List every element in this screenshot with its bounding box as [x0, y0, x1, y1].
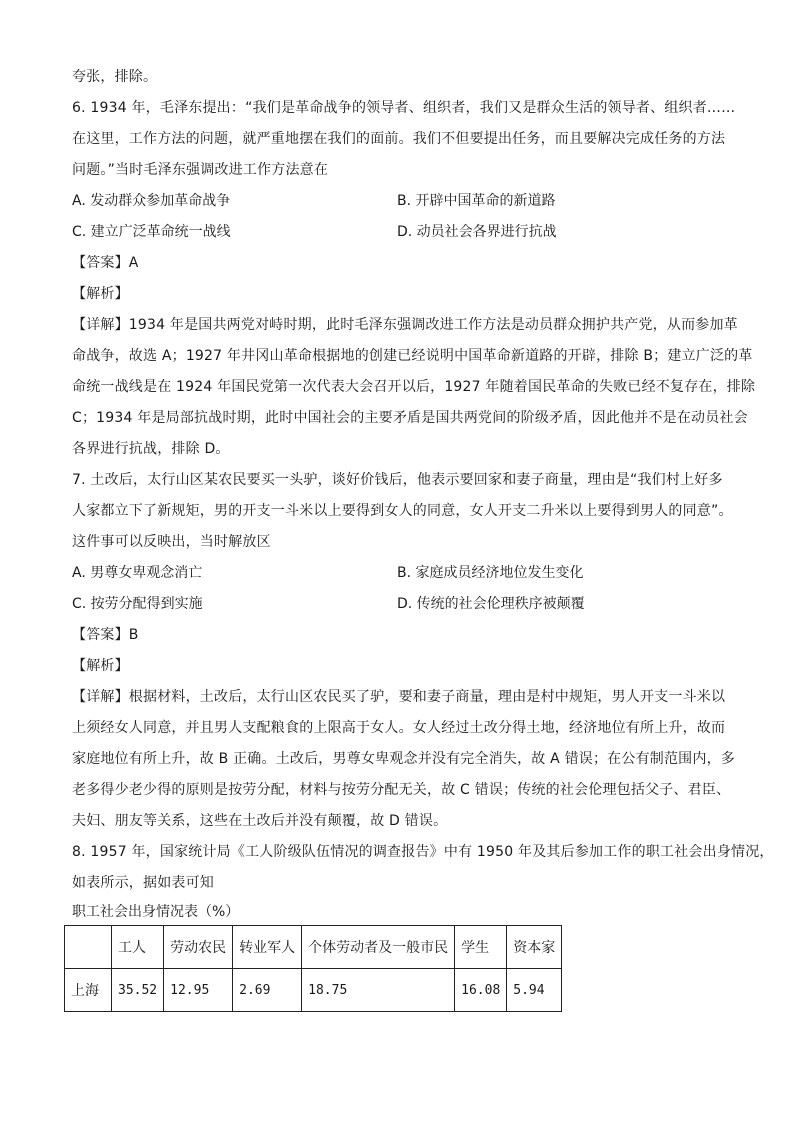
option-a: A. 发动群众参加革命战争 — [72, 193, 231, 209]
question-8-stem: 如表所示，据如表可知 — [72, 875, 214, 891]
option-b: B. 家庭成员经济地位发生变化 — [397, 565, 584, 581]
option-c: C. 按劳分配得到实施 — [72, 596, 203, 612]
explanation-line: 上须经女人同意，并且男人支配粮食的上限高于女人。女人经过土改分得土地，经济地位有所上升，故而 — [72, 720, 726, 736]
table-header-cell: 学生 — [455, 926, 507, 969]
analysis-label: 【解析】 — [72, 286, 129, 302]
table-cell: 5.94 — [507, 969, 562, 1012]
table-cell: 2.69 — [233, 969, 302, 1012]
table-row — [65, 969, 562, 1012]
question-7-options-row — [72, 589, 722, 620]
table-header-row — [65, 926, 562, 969]
explanation-line: 家庭地位有所上升，故 B 正确。土改后，男尊女卑观念并没有完全消失，故 A 错误；在公有制范围内，多 — [72, 751, 735, 767]
explanation-line: 老多得少老少得的原则是按劳分配，材料与按劳分配无关，故 C 错误；传统的社会伦理包括父子、君臣、 — [72, 782, 731, 798]
explanation-line: 命统一战线是在 1924 年国民党第一次代表大会召开以后，1927 年随着国民革命的失败已经不复存在，排除 — [72, 379, 756, 395]
table-cell: 上海 — [65, 969, 112, 1012]
table-cell: 16.08 — [455, 969, 507, 1012]
option-a: A. 男尊女卑观念消亡 — [72, 565, 203, 581]
option-d: D. 传统的社会伦理秩序被颠覆 — [397, 596, 585, 612]
table-cell: 12.95 — [164, 969, 233, 1012]
question-6-stem: 在这里，工作方法的问题，就严重地摆在我们的面前。我们不但要提出任务，而且要解决完成任务的方法 — [72, 131, 726, 147]
explanation-line: 夫妇、朋友等关系，这些在土改后并没有颠覆，故 D 错误。 — [72, 813, 448, 829]
table-header-cell — [65, 926, 112, 969]
question-6-stem: 6. 1934 年，毛泽东提出：“我们是革命战争的领导者、组织者，我们又是群众生活的领导者、组织者…… — [72, 100, 736, 116]
option-c: C. 建立广泛革命统一战线 — [72, 224, 231, 240]
data-table — [64, 925, 562, 1012]
question-7-stem: 7. 土改后，太行山区某农民要买一头驴，谈好价钱后，他表示要回家和妻子商量，理由是“我们村上好多 — [72, 472, 723, 488]
table-header-cell: 个体劳动者及一般市民 — [302, 926, 455, 969]
question-7-stem: 这件事可以反映出，当时解放区 — [72, 534, 271, 550]
question-7-options-row — [72, 558, 722, 589]
explanation-line: 各界进行抗战，排除 D。 — [72, 441, 230, 457]
explanation-line: 【详解】1934 年是国共两党对峙时期，此时毛泽东强调改进工作方法是动员群众拥护共产党，从而参加革 — [72, 317, 738, 333]
table-header-cell: 工人 — [112, 926, 164, 969]
answer-label: 【答案】A — [72, 255, 139, 271]
question-8-stem: 8. 1957 年，国家统计局《工人阶级队伍情况的调查报告》中有 1950 年及其后参加工作的职工社会出身情况， — [72, 844, 774, 860]
table-header-cell: 劳动农民 — [164, 926, 233, 969]
option-b: B. 开辟中国革命的新道路 — [397, 193, 556, 209]
table-header-cell: 资本家 — [507, 926, 562, 969]
table-cell: 35.52 — [112, 969, 164, 1012]
table-cell: 18.75 — [302, 969, 455, 1012]
explanation-line: 命战争，故选 A；1927 年井冈山革命根据地的创建已经说明中国革命新道路的开辟，排除 B；建立广泛的革 — [72, 348, 753, 364]
analysis-label: 【解析】 — [72, 658, 129, 674]
table-caption: 职工社会出身情况表（%） — [72, 904, 240, 920]
option-d: D. 动员社会各界进行抗战 — [397, 224, 557, 240]
question-6-options-row — [72, 217, 722, 248]
explanation-line: 【详解】根据材料，土改后，太行山区农民买了驴，要和妻子商量，理由是村中规矩，男人开支一斗米以 — [72, 689, 726, 705]
text-line: 夸张，排除。 — [72, 69, 158, 85]
question-6-options-row — [72, 186, 722, 217]
table-header-cell: 转业军人 — [233, 926, 302, 969]
question-6-stem: 问题。”当时毛泽东强调改进工作方法意在 — [72, 162, 329, 178]
question-7-stem: 人家都立下了新规矩，男的开支一斗米以上要得到女人的同意，女人开支二升米以上要得到男人的同意”。 — [72, 503, 733, 519]
explanation-line: C；1934 年是局部抗战时期，此时中国社会的主要矛盾是国共两党间的阶级矛盾，因此他并不是在动员社会 — [72, 410, 748, 426]
document-page — [71, 62, 774, 1012]
answer-label: 【答案】B — [72, 627, 139, 643]
